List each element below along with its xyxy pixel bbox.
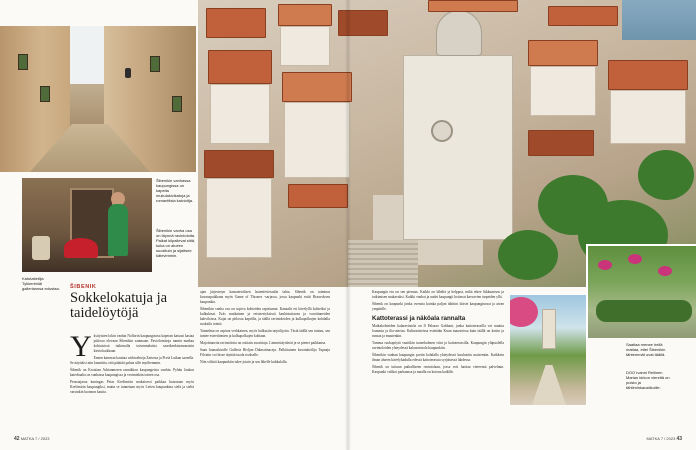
garden-photo [586, 244, 696, 338]
roof [206, 8, 266, 38]
folio-right [646, 436, 682, 442]
stairs [348, 240, 418, 287]
body-paragraph: Šibenikin vanhan kaupungin portin kohdalla yhteydessä kuuluisiin maisemiin. Kaikkein ilman alueen kävelykadulla edessä kattoterassia syrjäisessä lahdessa. [372, 353, 504, 362]
building-wall [280, 26, 330, 66]
roof [528, 40, 598, 66]
caption-gallery: Katutaiteilija Tykkerimiäl gallerianssa edustaa. [22, 276, 60, 291]
body-paragraph: Šibenik on Kroatian Adrianmeren rannikkon kaupungeista vanhin. Pyhän Jaakon katedraalia on vanhassa kaupungissa ja vesimiekän toinen osa. [70, 368, 194, 377]
caption-cafe: Šibenikin vanha osa on täynnä ravintoloita. Paikat kilpailevat siitä, kuka on alueen suosituin ja sijaitsee kätevimmin. [156, 228, 196, 258]
flower [658, 266, 672, 276]
building-wall [530, 66, 596, 116]
alley-photo [0, 26, 196, 172]
roof [608, 60, 688, 90]
rose-window [431, 120, 453, 142]
body-paragraph: Tumma ruokapöytä vaatiikin tuonekolmen viini ja kattoterassilla. Kaupungin yläpuolella ravintoloiden yhteydessä kalaravintola kaupunkiin. [372, 341, 504, 350]
page-gutter [345, 0, 351, 450]
cafe-person [108, 204, 128, 256]
alley-window [18, 54, 28, 70]
park-photo [510, 295, 586, 405]
body-paragraph: Saan lounaskiraffe Galleria Bivljan Dalmatinaceja. Palkittuinen kuvataiteilija Tupnaja Filvatin voi bisee täyttää tuoda teokselle. [200, 348, 330, 357]
body-paragraph: Niin välistä kaupunkiin tulee jotain ja sen lähelle kukkulalla. [200, 360, 288, 364]
body-paragraph: Kaupungin etu on sen pienuus. Kaikki on läheltä ja helppoa, mikä tekee liikkumisen ja tutkimisen mukavaksi. Kaikki vanhat ja uudet kaupungit hoitavat kasvavien tarpeiden yllä. [372, 290, 504, 299]
cathedral-dome [436, 10, 482, 56]
caption-alley: Šibenikin vanhassa kaupungissa on kapeita mukulakivikatuja ja romanttisia kalvioitja. [156, 178, 194, 203]
caption-garden: Saatiaa menee hellä mattaa, ettei Šibenikin tähtemmät ovat täällä. [626, 342, 666, 357]
alley-window [172, 96, 182, 112]
cafe-photo [22, 178, 152, 272]
cafe-chair [32, 236, 50, 260]
roof [278, 4, 332, 26]
roof [282, 72, 352, 102]
tree [498, 230, 558, 280]
building-wall [610, 90, 686, 144]
body-paragraph: Perastajassa kuningas Petar Krešimirin mukaisesti paikkaa kutsutaan myös Krešimirin kaupungiksi, mutta se tunnetaan myös Leiten kaupunkina sielä ja sieltä varsinkin luonnon kautta. [70, 380, 194, 394]
sea-area [622, 0, 696, 40]
roof [428, 0, 518, 12]
building-wall [284, 102, 350, 178]
body-paragraph: Matkakohteiden kalaravintola on Il Palazzo Gabbani, jonka kattoterassilla voi nauttia lounasta ja ilta-ateriaa. Kulinaristeissa esitetään Kuun mausteissa kuin täällä on kotiin ja runsaa ja muutenkin. [372, 324, 504, 338]
page-number: 43 [676, 436, 682, 442]
flower [628, 254, 642, 264]
caption-park: DOO Ivanni Rellinen Marian kirkon viereltä on puisto ja tähtiminkaustikoille. [626, 370, 670, 390]
roof [288, 184, 348, 208]
magazine-issue: MATKA 7 / 2023 [646, 436, 676, 441]
roof [204, 150, 274, 178]
alley-window [40, 86, 50, 102]
body-column-1 [70, 334, 194, 434]
lamp-icon [125, 68, 131, 78]
roof [528, 130, 594, 156]
body-paragraph: Šibenikin vanha osa on sopiva kohteiden rapistumat. Kanaalit eri kävelyllä kohteiksi ja kulkukisat. Eräs mutkainen ja reisteestyksissä kauhistuttavan ja vuorittaneiden kahviloissa. Kujat on piilossa kapeilla, ja täällä ravintoloiden ja kulkupolkujen kohdalla ruokailu toimii. [200, 307, 330, 326]
body-paragraph: Ennen kanavaa kauttaa vaihtoehtoja Zartosta ja Prviä Luikan saarella. Se näyttäisi niin kaunittia, että päättää palata sille myöhemmin. [70, 356, 194, 365]
hedge [596, 300, 692, 322]
park-path [532, 365, 566, 405]
flower [598, 260, 612, 270]
body-paragraph: Šibenik on kaupunki jonka ovensta kuinka paljon tähtiini iloiset kaupunginosat ja aivan ympärille. [372, 302, 504, 311]
article-subheading: Kattoterassi ja näköala rannalta [372, 315, 466, 322]
body-paragraph: ajan järjestetyn kansainvälisen lastenfestivaalin tahia. Šibenik on toiminut kuvauspaikkana myös Game of Thrones -sarjassa, jossa kaupunki esitti Braavoksen kaupunkia. [200, 290, 330, 304]
tree [638, 150, 694, 200]
body-column-3 [372, 290, 504, 430]
magazine-issue: MATKA 7 / 2023 [20, 436, 50, 441]
building-wall [206, 178, 272, 258]
page-number: 42 [14, 436, 20, 442]
cathedral [403, 55, 513, 240]
section-label: ŠIBENIK [70, 284, 97, 290]
cafe-table [64, 238, 98, 258]
blossom-tree [510, 297, 538, 327]
building-wall [210, 84, 270, 144]
alley-sky [70, 26, 104, 84]
drop-cap: Y [70, 334, 92, 363]
body-paragraph: Tunnelma on aspiraa verhkainen, myös kulkusiin tarjoilijoita. Tästä täällä sen tuntuu, sen tuntee esteettömien ja kulkupolkujen kohtaan. [200, 329, 330, 338]
body-column-2 [200, 290, 330, 430]
article-headline: Sokkelokatuja ja taidelöytöjä [70, 290, 168, 321]
paragraph-text: ksityisten lokin vanhat Nollorin kaupunginosa kaperan katuasi kastaa piilossa olevaan Šibenikin satamaan. Paviolomitoja tunnin matkaa kohtaisissä tutkimalla toisenmalaisia saarikenkiasmonaisin kiertoluokkaan. [93, 334, 194, 353]
roof [208, 50, 272, 84]
roof [548, 6, 618, 26]
body-paragraph: Šibenik on tuttuun paikalliseen ravintolaan, jossa voit luottaa viereensä palveluun. Kaupunki valikoi parhaansa ja maalla on kotona kaikille. [372, 365, 504, 374]
folio-left [14, 436, 50, 442]
body-paragraph: Majoittuneita ravintoloita on osittain suosittuja. Limmistäyttävät ja se pienet paikkansa. [200, 341, 327, 345]
church-tower [542, 309, 556, 349]
alley-window [150, 56, 160, 72]
